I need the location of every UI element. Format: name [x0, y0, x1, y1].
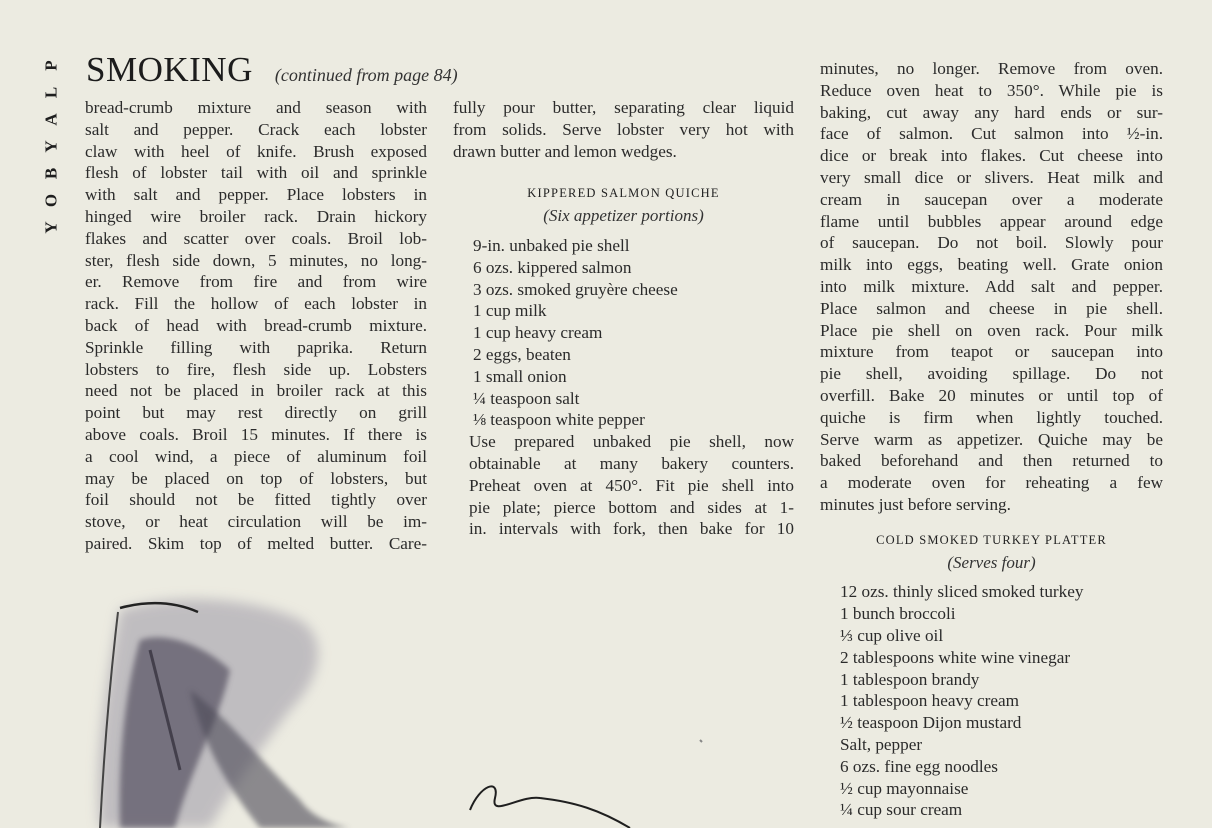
recipe-title-quiche: KIPPERED SALMON QUICHE [527, 186, 720, 201]
text-line: er. Remove from fire and from wire [85, 272, 427, 292]
text-line: minutes just before serving. [820, 494, 1011, 514]
method-quiche [453, 431, 794, 540]
recipe-yield-quiche: (Six appetizer portions) [543, 206, 704, 226]
text-line: obtainable at many bakery counters. [469, 453, 794, 473]
text-line: a cool wind, a piece of aluminum foil [85, 446, 427, 466]
side-label-letter: A [41, 113, 61, 126]
column-3-text [820, 58, 1163, 516]
ingredient-item: 1 small onion [473, 366, 567, 386]
text-line: drawn butter and lemon wedges. [453, 141, 677, 161]
text-line: back of head with bread-crumb mixture. [85, 315, 427, 335]
text-line: Place salmon and cheese in pie shell. [820, 298, 1163, 318]
ingredient-item: 1 tablespoon heavy cream [840, 691, 1019, 711]
ingredient-item: Salt, pepper [840, 734, 923, 754]
text-line: baked beforehand and then returned to [820, 451, 1163, 471]
text-line: baking, cut away any hard ends or sur- [820, 102, 1163, 122]
text-line: dice or break into flakes. Cut cheese into [820, 146, 1163, 166]
ingredient-item: 1 cup heavy cream [473, 323, 603, 343]
text-line: with salt and pepper. Place lobsters in [85, 185, 427, 205]
ingredient-item: ½ teaspoon Dijon mustard [840, 713, 1022, 733]
watercolor-illustration [0, 560, 820, 828]
text-line: cream in saucepan over a moderate [820, 189, 1163, 209]
side-label-letter: Y [41, 140, 61, 153]
recipe-title-turkey: COLD SMOKED TURKEY PLATTER [876, 532, 1107, 547]
ingredient-list-turkey [820, 581, 1163, 821]
side-label-letter: B [41, 167, 61, 180]
side-label-letter: L [41, 86, 61, 99]
column-3 [820, 58, 1163, 821]
ingredient-list-quiche [453, 235, 794, 431]
text-line: flame until bubbles appear around edge [820, 211, 1163, 231]
ingredient-item: ⅓ cup olive oil [840, 625, 944, 645]
ingredient-item: 2 eggs, beaten [473, 344, 571, 364]
ingredient-item: 1 bunch broccoli [840, 604, 956, 624]
text-line: milk into eggs, beating well. Grate onion [820, 255, 1163, 275]
text-line: hinged wire broiler rack. Drain hickory [85, 206, 427, 226]
text-line: ster, flesh side down, 5 minutes, no long- [85, 250, 427, 270]
text-line: Serve warm as appetizer. Quiche may be [820, 429, 1163, 449]
text-line: Use prepared unbaked pie shell, now [469, 432, 794, 452]
text-line: of saucepan. Do not boil. Slowly pour [820, 233, 1163, 253]
column-1 [85, 97, 427, 555]
text-line: need not be placed in broiler rack at this [85, 381, 427, 401]
text-line: face of salmon. Cut salmon into ½-in. [820, 124, 1163, 144]
text-line: claw with heel of knife. Brush exposed [85, 141, 427, 161]
text-line: flakes and scatter over coals. Broil lob- [85, 228, 427, 248]
magazine-side-label [38, 52, 64, 241]
text-line: minutes, no longer. Remove from oven. [820, 59, 1163, 78]
text-line: lobsters to fire, flesh side up. Lobsters [85, 359, 427, 379]
text-line: Preheat oven at 450°. Fit pie shell into [469, 475, 794, 495]
text-line: pie shell, avoiding spillage. Do not [820, 364, 1163, 384]
text-line: foil should not be fitted tightly over [85, 490, 427, 510]
recipe-yield-turkey: (Serves four) [947, 552, 1036, 572]
text-line: pie plate; pierce bottom and sides at 1- [469, 497, 794, 517]
side-label-letter: Y [41, 221, 61, 234]
text-line: fully pour butter, separating clear liquid [453, 98, 794, 117]
text-line: overfill. Bake 20 minutes or until top of [820, 385, 1163, 405]
column-2 [453, 97, 794, 540]
text-line: bread-crumb mixture and season with [85, 98, 427, 117]
text-line: may be placed on top of lobsters, but [85, 468, 427, 488]
text-line: salt and pepper. Crack each lobster [85, 119, 427, 139]
text-line: rack. Fill the hollow of each lobster in [85, 294, 427, 314]
side-label-letter: P [41, 60, 61, 71]
text-line: above coals. Broil 15 minutes. If there is [85, 424, 427, 444]
column-2-intro [453, 97, 794, 162]
text-line: Place pie shell on oven rack. Pour milk [820, 320, 1163, 340]
ingredient-item: 3 ozs. smoked gruyère cheese [473, 279, 678, 299]
text-line: from solids. Serve lobster very hot with [453, 119, 794, 139]
ingredient-item: ¼ cup sour cream [840, 800, 963, 820]
ingredient-item: ⅛ teaspoon white pepper [473, 410, 645, 430]
ingredient-item: 9-in. unbaked pie shell [473, 235, 630, 255]
ingredient-item: 6 ozs. fine egg noodles [840, 756, 998, 776]
text-line: point but may rest directly on grill [85, 403, 427, 423]
ingredient-item: 12 ozs. thinly sliced smoked turkey [840, 582, 1084, 602]
text-line: mixture from teapot or saucepan into [820, 342, 1163, 362]
ingredient-item: 1 cup milk [473, 301, 547, 321]
text-line: stove, or heat circulation will be im- [85, 512, 427, 532]
text-line: Reduce oven heat to 350°. While pie is [820, 80, 1163, 100]
ingredient-item: ½ cup mayonnaise [840, 778, 969, 798]
ingredient-item: 6 ozs. kippered salmon [473, 257, 632, 277]
text-line: Sprinkle filling with paprika. Return [85, 337, 427, 357]
text-line: paired. Skim top of melted butter. Care- [85, 533, 427, 553]
ingredient-item: 1 tablespoon brandy [840, 669, 980, 689]
text-line: a moderate oven for reheating a few [820, 473, 1163, 493]
continued-note: (continued from page 84) [274, 65, 458, 85]
text-line: into milk mixture. Add salt and pepper. [820, 276, 1163, 296]
text-line: flesh of lobster tail with oil and sprinkle [85, 163, 427, 183]
text-line: quiche is firm when lightly touched. [820, 407, 1163, 427]
ingredient-item: ¼ teaspoon salt [473, 388, 580, 408]
text-line: very small dice or slivers. Heat milk and [820, 167, 1163, 187]
article-title: SMOKING [86, 50, 253, 89]
text-line: in. intervals with fork, then bake for 10 [469, 519, 794, 539]
side-label-letter: O [41, 193, 61, 208]
article-headline [86, 50, 458, 90]
ingredient-item: 2 tablespoons white wine vinegar [840, 647, 1071, 667]
